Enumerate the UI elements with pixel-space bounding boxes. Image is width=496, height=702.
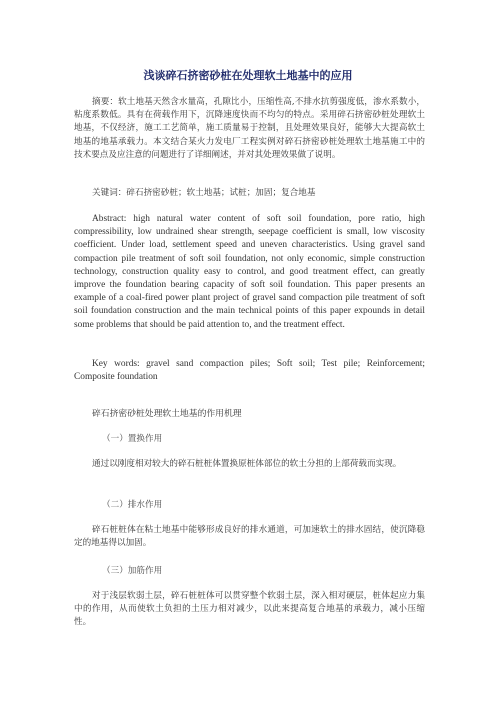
- section-heading: 碎石挤密砂桩处理软土地基的作用机理: [92, 409, 242, 419]
- abstract-chinese: 摘要：软土地基天然含水量高，孔隙比小，压缩性高,不排水抗剪强度低，渗水系数小，粘度系数低。具有在荷载作用下，沉降速度快而不均匀的特点。采用碎石挤密砂桩处理软土地基，不仅经济，施工工艺简单，施工质量易于控制，且处理效果良好，能够大大提高软土地基的地基承载力。本文结合某火力发电厂工程实例对碎石挤密砂桩处理软土地基施工中的技术要点及应注意的问题进行了详细阐述，并对其处理效果做了说明。: [74, 97, 425, 160]
- subheading-reinforcement: （三）加筋作用: [102, 566, 163, 576]
- paragraph-reinforcement: 对于浅层软弱土层，碎石桩桩体可以贯穿整个软弱土层，深入相对硬层，桩体起应力集中的作用，从而使软土负担的土压力相对减少，以此来提高复合地基的承载力，减小压缩性。: [74, 591, 425, 628]
- keywords-chinese: 关键词：碎石挤密砂桩；软土地基；试桩；加固；复合地基: [92, 188, 316, 198]
- subheading-replacement: （一）置换作用: [102, 434, 163, 444]
- abstract-english: Abstract: high natural water content of soft soil foundation, pore ratio, high compressibility, low undrained shear strength, seepage coefficient is small, low viscosity coefficient. Under load, settlement speed and uneven characteristics. Using gravel sand compaction pile treatment of soft soil foundation, not only economic, simple construction technology, construction quality easy to control, and good treatment effect, can greatly improve the foundation bearing capacity of soft soil foundation. This paper presents an example of a coal-fired power plant project of gravel sand compaction pile treatment of soft soil foundation construction and the main technical points of this paper expounds in detail some problems that should be paid attention to, and the treatment effect.: [74, 214, 425, 330]
- keywords-english: Key words: gravel sand compaction piles; Soft soil; Test pile; Reinforcement; Composite foundation: [74, 359, 425, 383]
- subheading-drainage: （二）排水作用: [102, 500, 163, 510]
- paragraph-replacement: 通过以刚度相对较大的碎石桩桩体置换原桩体部位的软土分担的上部荷载而实现。: [92, 459, 402, 469]
- paragraph-drainage: 碎石桩桩体在粘土地基中能够形成良好的排水通道，可加速软土的排水固结，使沉降稳定的地基得以加固。: [74, 525, 425, 549]
- document-title: 浅谈碎石挤密砂桩在处理软土地基中的应用: [143, 69, 353, 82]
